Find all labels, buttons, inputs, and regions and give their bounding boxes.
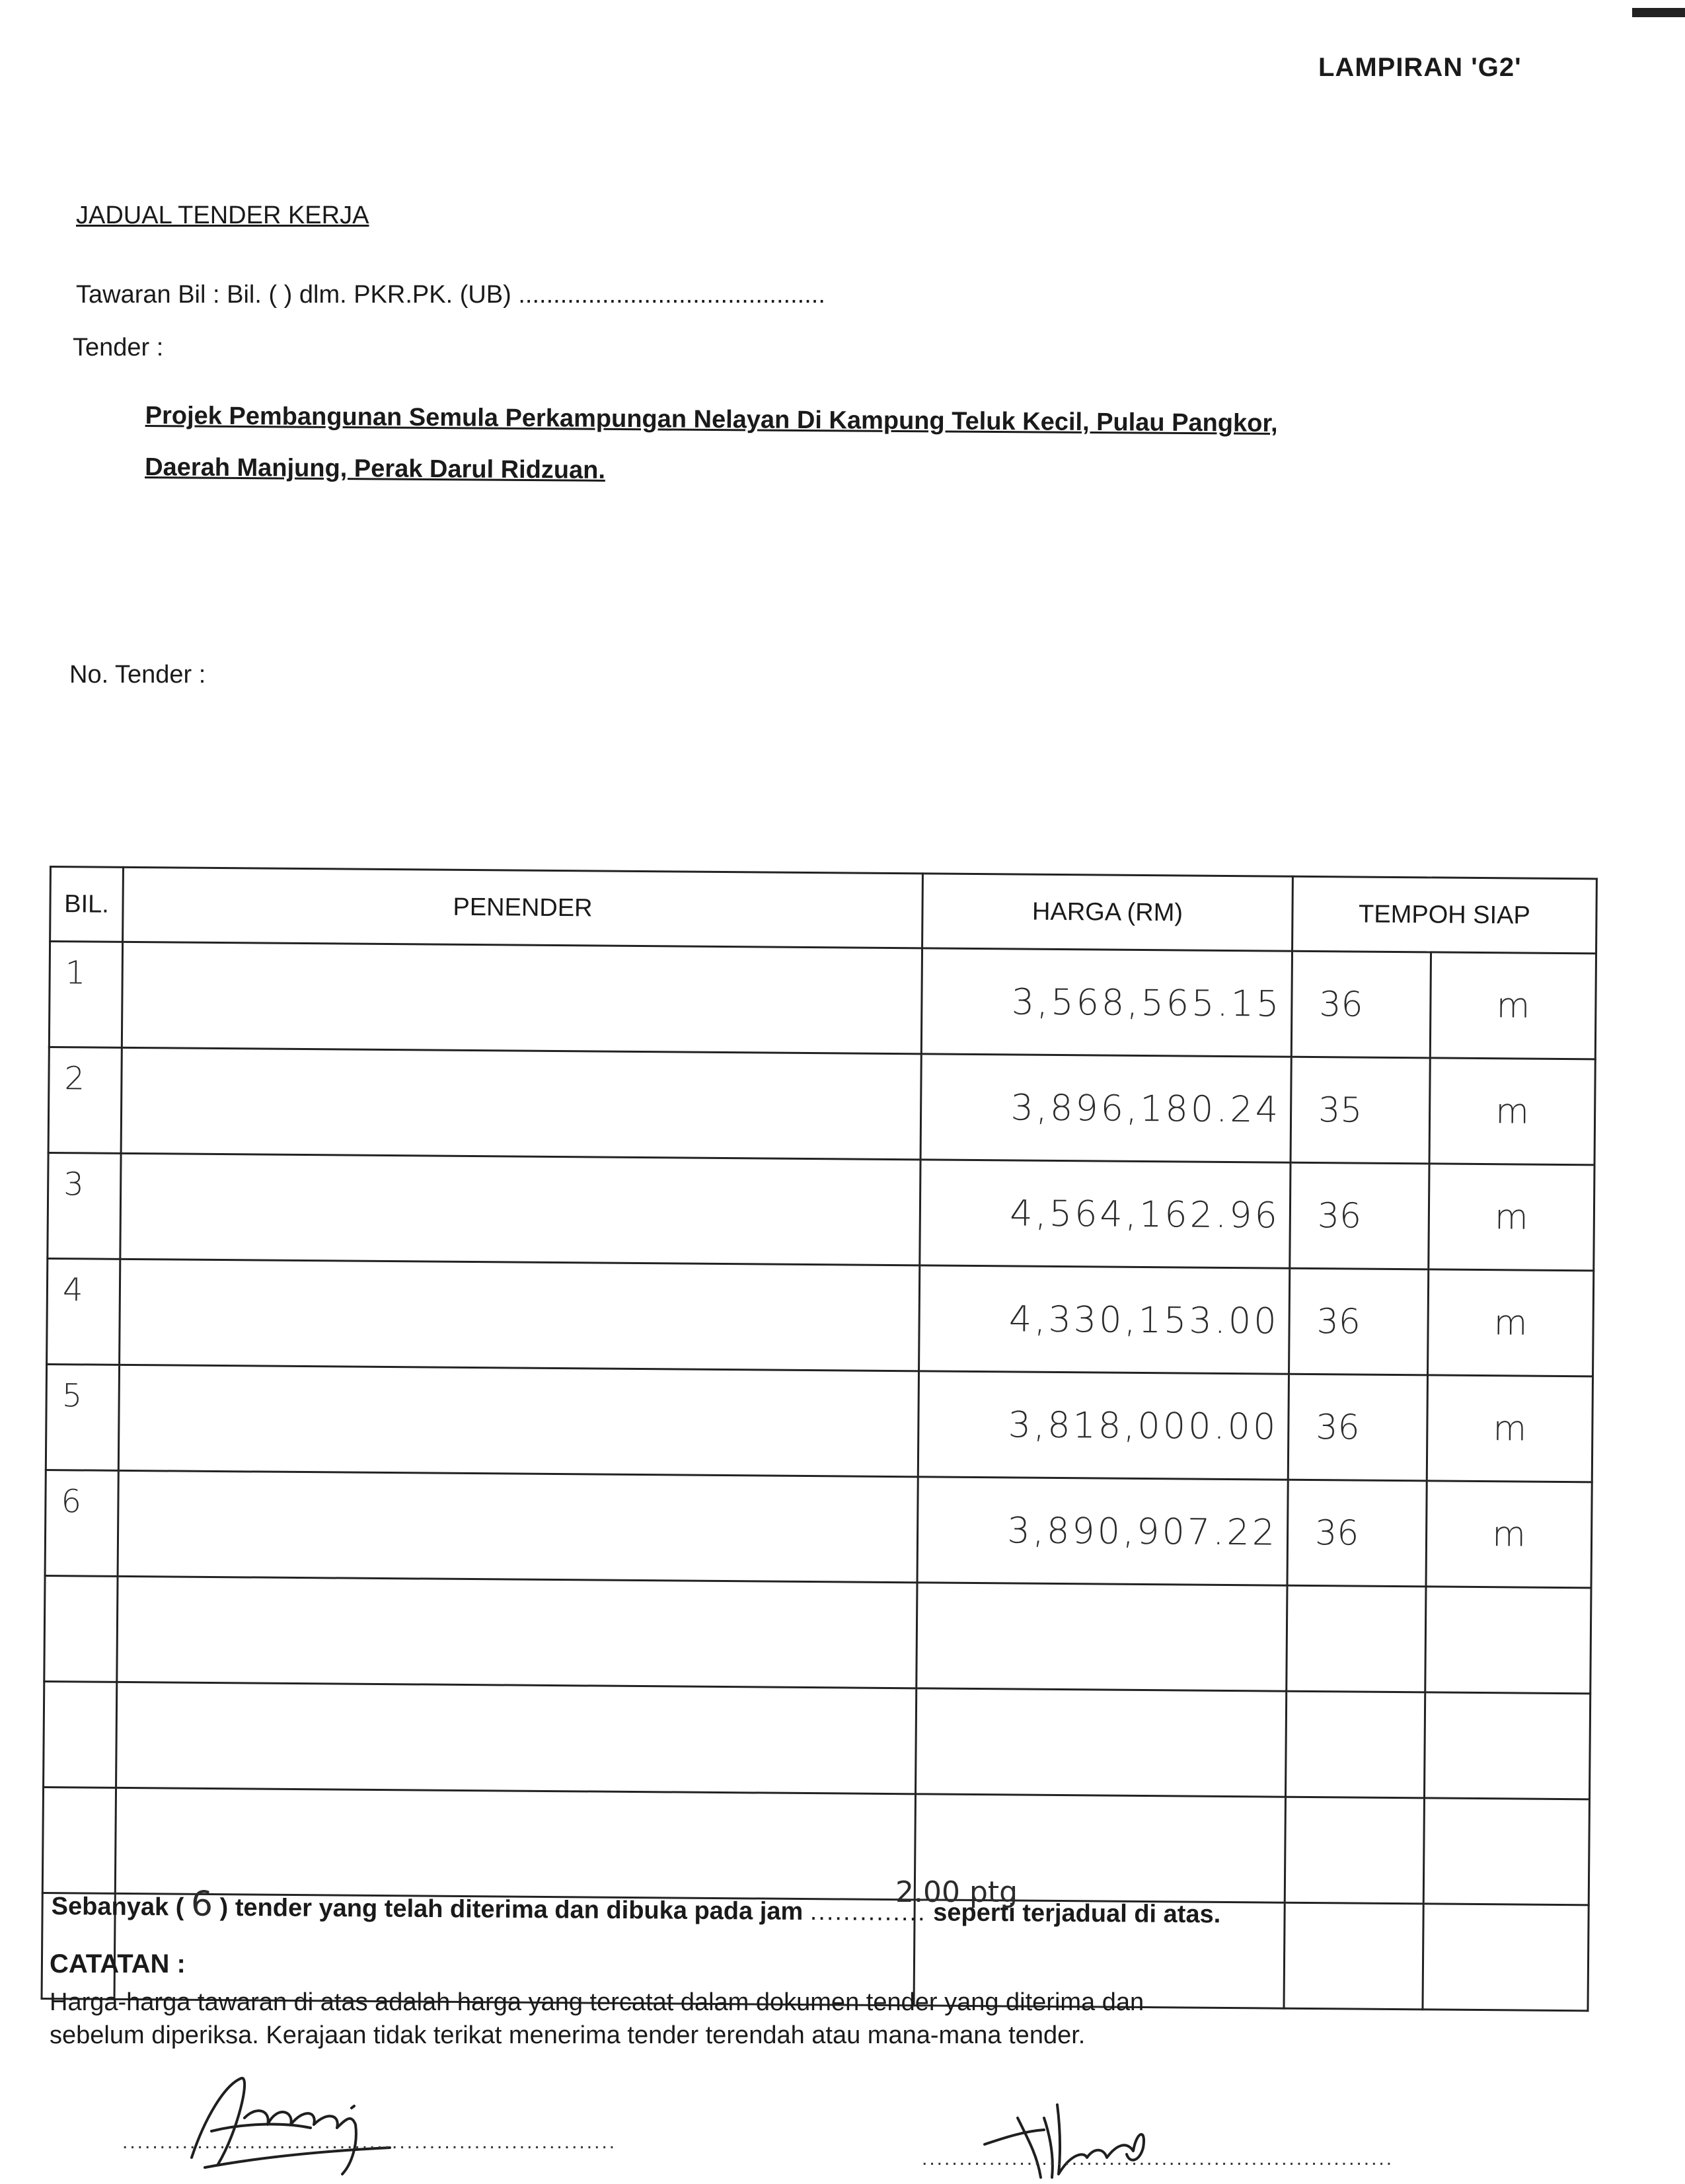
cell-tempoh: 36 — [1291, 951, 1431, 1058]
cell-penender — [122, 942, 922, 1053]
cell-bil: 4 — [47, 1258, 120, 1365]
table-row — [44, 1575, 1591, 1693]
cell-harga: 3,896,180.24 — [920, 1054, 1291, 1162]
cell-bil: 2 — [48, 1047, 122, 1154]
table-row — [49, 942, 1596, 1059]
cell-harga: 3,890,907.22 — [917, 1477, 1288, 1585]
col-header-bil: BIL. — [50, 867, 124, 942]
cell-tempoh: 36 — [1287, 1480, 1427, 1587]
table-row — [46, 1364, 1592, 1482]
cell-penender — [118, 1470, 918, 1582]
cell-tempoh: 35 — [1291, 1057, 1430, 1164]
cell-tempoh — [1285, 1691, 1425, 1798]
cell-bil — [44, 1681, 117, 1788]
cell-unit: m — [1430, 952, 1596, 1059]
summary-prefix: Sebanyak ( — [51, 1892, 184, 1922]
cell-tempoh — [1287, 1585, 1426, 1692]
cell-unit: m — [1427, 1375, 1592, 1482]
cell-harga — [916, 1688, 1287, 1797]
table-row — [44, 1681, 1591, 1799]
cell-unit: m — [1429, 1164, 1594, 1271]
tender-table — [41, 866, 1598, 2012]
summary-suffix: seperti terjadual di atas. — [933, 1899, 1221, 1929]
no-tender-label: No. Tender : — [69, 661, 206, 689]
catatan-line1: Harga-harga tawaran di atas adalah harga yang tercatat dalam dokumen tender yang diterima dan — [50, 1988, 1144, 2016]
cell-penender — [117, 1576, 917, 1688]
signature-line-left: .................................................................. — [122, 2131, 617, 2153]
cell-bil — [44, 1575, 118, 1682]
cell-penender — [120, 1259, 920, 1371]
cell-penender — [120, 1153, 920, 1265]
cell-bil — [42, 1787, 116, 1893]
cell-unit — [1424, 1692, 1590, 1799]
cell-harga: 3,818,000.00 — [918, 1371, 1289, 1480]
summary-count: 6 — [190, 1884, 213, 1924]
cell-bil: 3 — [48, 1152, 121, 1259]
cell-harga: 3,568,565.15 — [921, 948, 1292, 1057]
cell-tempoh — [1285, 1797, 1424, 1904]
project-title-line1: Projek Pembangunan Semula Perkampungan Nelayan Di Kampung Teluk Kecil, Pulau Pangkor, — [145, 401, 1278, 437]
table-header-row — [50, 867, 1597, 954]
table-row — [48, 1047, 1595, 1165]
cell-harga — [917, 1583, 1287, 1691]
page-title: JADUAL TENDER KERJA — [76, 202, 369, 229]
cell-unit: m — [1426, 1481, 1592, 1588]
catatan-body — [50, 1986, 1305, 2052]
cell-unit — [1423, 1904, 1589, 2011]
cell-unit — [1425, 1587, 1591, 1694]
cell-penender — [121, 1047, 921, 1159]
col-header-penender: PENENDER — [123, 867, 923, 948]
summary-middle: ) tender yang telah diterima dan dibuka pada jam — [219, 1893, 804, 1926]
col-header-tempoh: TEMPOH SIAP — [1292, 876, 1597, 954]
cell-unit: m — [1429, 1058, 1595, 1165]
catatan-heading: CATATAN : — [50, 1949, 186, 1978]
summary-line — [52, 1883, 1221, 1931]
catatan-line2: sebelum diperiksa. Kerajaan tidak terikat menerima tender terendah atau mana-mana tender. — [50, 2021, 1086, 2049]
cell-bil: 5 — [46, 1364, 119, 1470]
cell-tempoh: 36 — [1289, 1268, 1429, 1375]
cell-tempoh: 36 — [1288, 1374, 1427, 1481]
signature-line-right: ............................................................... — [922, 2148, 1394, 2169]
project-title-line2: Daerah Manjung, Perak Darul Ridzuan. — [145, 453, 606, 484]
tawaran-bil-line: Tawaran Bil : Bil. ( ) dlm. PKR.PK. (UB) ............................................ — [76, 281, 825, 309]
cell-penender — [116, 1682, 917, 1793]
scan-edge-mark — [1632, 8, 1685, 17]
cell-bil: 6 — [45, 1470, 118, 1576]
cell-penender — [115, 1788, 915, 1899]
summary-time: 2.00 ptg — [895, 1875, 1018, 1909]
lampiran-label: LAMPIRAN 'G2' — [1318, 53, 1522, 82]
summary-time-dots: .............. — [809, 1898, 926, 1927]
cell-unit — [1423, 1798, 1589, 1905]
table-row — [47, 1258, 1594, 1376]
cell-unit: m — [1428, 1269, 1594, 1376]
project-title — [145, 390, 1278, 501]
signature-left-image — [178, 2058, 430, 2184]
cell-tempoh: 36 — [1290, 1162, 1429, 1269]
signature-right-image — [978, 2091, 1189, 2184]
cell-harga: 4,564,162.96 — [920, 1160, 1291, 1268]
cell-bil: 1 — [49, 942, 122, 1048]
col-header-harga: HARGA (RM) — [922, 874, 1293, 951]
table-row — [45, 1470, 1592, 1587]
cell-penender — [118, 1365, 918, 1476]
table-row — [48, 1152, 1594, 1270]
cell-harga: 4,330,153.00 — [919, 1265, 1290, 1374]
tender-label: Tender : — [73, 334, 164, 361]
tender-table-wrapper — [42, 866, 1596, 1882]
